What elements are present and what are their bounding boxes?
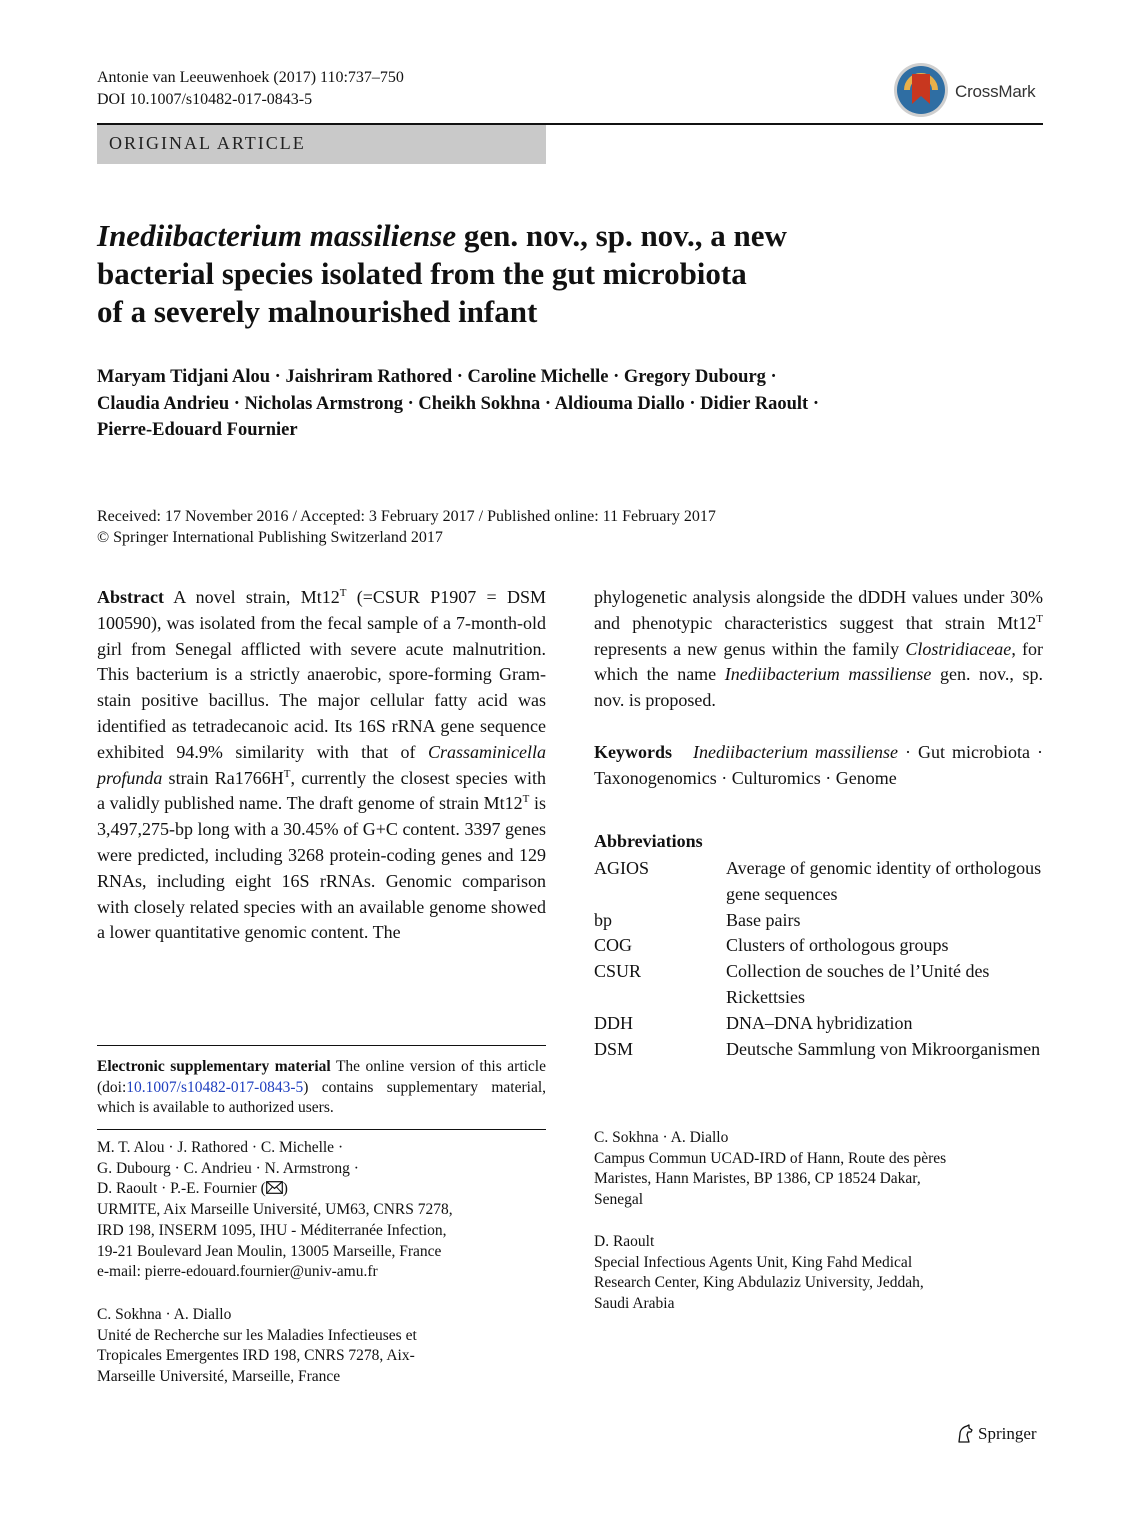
doi-link[interactable]: 10.1007/s10482-017-0843-5 xyxy=(126,1078,304,1096)
copyright-line: © Springer International Publishing Switzerland 2017 xyxy=(97,529,443,546)
aff-line: M. T. Alou · J. Rathored · C. Michelle · xyxy=(97,1139,344,1156)
title-line3: of a severely malnourished infant xyxy=(97,294,538,329)
aff-line: Campus Commun UCAD-IRD of Hann, Route des pères xyxy=(594,1149,947,1167)
aff-line: Saudi Arabia xyxy=(594,1295,675,1313)
title-genus: Inediibacterium massiliense xyxy=(97,218,457,253)
abbreviation-row xyxy=(594,856,1043,908)
aff-line: Special Infectious Agents Unit, King Fahd Medical xyxy=(594,1253,913,1271)
abbr-key: DDH xyxy=(594,1012,633,1033)
crossmark-logo xyxy=(893,62,949,118)
aff-line: Marseille Université, Marseille, France xyxy=(97,1368,341,1386)
keywords-label: Keywords xyxy=(594,742,672,762)
sup-t: T xyxy=(339,587,347,599)
aff-line: C. Sokhna · A. Diallo xyxy=(97,1306,232,1323)
journal-header xyxy=(97,67,404,111)
abbr-value: Deutsche Sammlung von Mikroorganismen xyxy=(726,1038,1041,1059)
email-line[interactable]: e-mail: pierre-edouard.fournier@univ-amu.fr xyxy=(97,1263,378,1281)
abstract-text-4: strain Ra1766H xyxy=(162,767,284,788)
publication-dates xyxy=(97,506,1043,548)
abstract-family: Clostridiaceae xyxy=(905,638,1012,659)
aff-line xyxy=(97,1179,546,1200)
authors-line2: Claudia Andrieu · Nicholas Armstrong · Cheikh Sokhna · Aldiouma Diallo · Didier Raoult · xyxy=(97,393,819,414)
abbreviations-heading: Abbreviations xyxy=(594,831,703,851)
abbreviations-table xyxy=(594,856,1043,1062)
abbr-key: COG xyxy=(594,935,633,956)
abstract-text-5: , currently the closest species with a validly published name. The draft genome of strain Mt12 xyxy=(97,767,547,814)
abbreviation-row xyxy=(594,959,1043,1011)
title-line1-rest: gen. nov., sp. nov., a new xyxy=(456,218,787,253)
journal-citation: Antonie van Leeuwenhoek (2017) 110:737–750 xyxy=(97,69,404,86)
supplementary-note xyxy=(97,1057,546,1119)
publisher-mark xyxy=(956,1424,1037,1444)
aff-line: Tropicales Emergentes IRD 198, CNRS 7278, Aix- xyxy=(97,1347,415,1365)
aff-line: G. Dubourg · C. Andrieu · N. Armstrong · xyxy=(97,1159,359,1177)
esm-label: Electronic supplementary material xyxy=(97,1058,331,1075)
abstract-new-name: Inediibacterium massiliense xyxy=(724,664,932,685)
abstract-right-1: phylogenetic analysis alongside the dDDH values under 30% and phenotypic characteristics suggest that strain Mt12 xyxy=(594,587,1043,633)
abstract-right-4: , for which the name xyxy=(594,638,1043,685)
sup-t: T xyxy=(522,793,530,806)
abbr-key: DSM xyxy=(594,1038,634,1059)
springer-horse-logo xyxy=(956,1424,974,1444)
affiliation-urmite xyxy=(97,1138,546,1283)
aff-line: 19-21 Boulevard Jean Moulin, 13005 Marseille, France xyxy=(97,1242,442,1260)
abbr-value: Average of genomic identity of orthologous gene sequences xyxy=(726,858,1042,904)
abstract-left xyxy=(97,585,546,946)
abbr-value: Base pairs xyxy=(726,909,801,930)
authors-line3: Pierre-Edouard Fournier xyxy=(97,420,298,440)
abbreviation-row xyxy=(594,933,1043,959)
aff-line: C. Sokhna · A. Diallo xyxy=(594,1129,729,1146)
esm-text-2: ) contains supplementary material, which is available to authorized users. xyxy=(97,1078,546,1116)
abbr-value: DNA–DNA hybridization xyxy=(726,1012,913,1033)
abbr-value: Collection de souches de l’Unité des Rickettsies xyxy=(726,961,990,1007)
keyword-first: Inediibacterium massiliense xyxy=(693,742,899,762)
aff-line: IRD 198, INSERM 1095, IHU - Méditerranée Infection, xyxy=(97,1221,447,1239)
affiliation-dakar xyxy=(594,1128,1043,1211)
abstract-text-6: is 3,497,275-bp long with a 30.45% of G+C content. 3397 genes were predicted, including 3268 protein-coding genes and 129 RNAs, including eight 16S rRNAs. Genomic comparison with closely related species with an available genome showed a lower quantitative genomic content. The xyxy=(97,793,546,943)
abstract-right-6: gen. nov., sp. nov. is proposed. xyxy=(594,664,1043,711)
sup-t: T xyxy=(283,767,291,780)
title-line2: bacterial species isolated from the gut microbiota xyxy=(97,256,747,291)
crossmark-label: CrossMark xyxy=(955,82,1036,101)
abbr-key: CSUR xyxy=(594,961,642,982)
keywords-rest: · Gut microbiota · Taxonogenomics · Culturomics · Genome xyxy=(594,742,1044,788)
article-title xyxy=(97,217,997,331)
aff-line: Research Center, King Abdulaziz University, Jeddah, xyxy=(594,1274,924,1292)
aff-line: Maristes, Hann Maristes, BP 1386, CP 18524 Dakar, xyxy=(594,1170,921,1188)
keywords xyxy=(594,740,1043,792)
affiliation-rule xyxy=(97,1129,546,1130)
article-type-label: ORIGINAL ARTICLE xyxy=(109,133,306,153)
abbreviation-row xyxy=(594,1011,1043,1037)
abstract-right xyxy=(594,585,1043,714)
aff-text: ) xyxy=(282,1180,288,1198)
abstract-right-2: represents a new genus within the family xyxy=(594,638,906,659)
aff-line: D. Raoult xyxy=(594,1233,655,1250)
esm-text-1: The online version of this article (doi: xyxy=(97,1058,546,1096)
footnote-rule xyxy=(97,1045,546,1046)
sup-t: T xyxy=(1036,612,1043,625)
abstract-text-1: A novel strain, Mt12 xyxy=(163,587,340,607)
abbreviation-row xyxy=(594,908,1043,934)
affiliation-jeddah xyxy=(594,1232,1043,1315)
abstract-label: Abstract xyxy=(97,587,164,607)
crossmark-badge[interactable] xyxy=(893,63,1043,117)
publisher-name: Springer xyxy=(978,1424,1037,1443)
aff-text: D. Raoult · P.-E. Fournier ( xyxy=(97,1180,266,1198)
aff-line: URMITE, Aix Marseille Université, UM63, CNRS 7278, xyxy=(97,1201,453,1219)
abbr-key: bp xyxy=(594,909,612,930)
authors-line1: Maryam Tidjani Alou · Jaishriram Rathored · Caroline Michelle · Gregory Dubourg · xyxy=(97,367,777,387)
abbreviation-row xyxy=(594,1037,1043,1063)
abstract-species: Crassaminicella profunda xyxy=(97,741,546,788)
affiliation-ird xyxy=(97,1305,546,1388)
dates-line: Received: 17 November 2016 / Accepted: 3 February 2017 / Published online: 11 February 2017 xyxy=(97,508,716,525)
abstract-text-2: (=CSUR P1907 = DSM 100590), was isolated from the fecal sample of a 7-month-old girl from Senegal afflicted with severe acute malnutrition. This bacterium is a strictly anaerobic, spore-forming Gram-stain positive bacillus. The major cellular fatty acid was identified as tetradecanoic acid. Its 16S rRNA gene sequence exhibited 94.9% similarity with that of xyxy=(97,587,546,762)
aff-line: Unité de Recherche sur les Maladies Infectieuses et xyxy=(97,1326,417,1344)
envelope-icon[interactable] xyxy=(266,1181,283,1194)
abbr-value: Clusters of orthologous groups xyxy=(726,935,949,956)
aff-line: Senegal xyxy=(594,1191,644,1209)
author-list xyxy=(97,364,997,444)
article-type-banner xyxy=(97,125,546,164)
abbr-key: AGIOS xyxy=(594,858,650,878)
doi: DOI 10.1007/s10482-017-0843-5 xyxy=(97,91,313,108)
